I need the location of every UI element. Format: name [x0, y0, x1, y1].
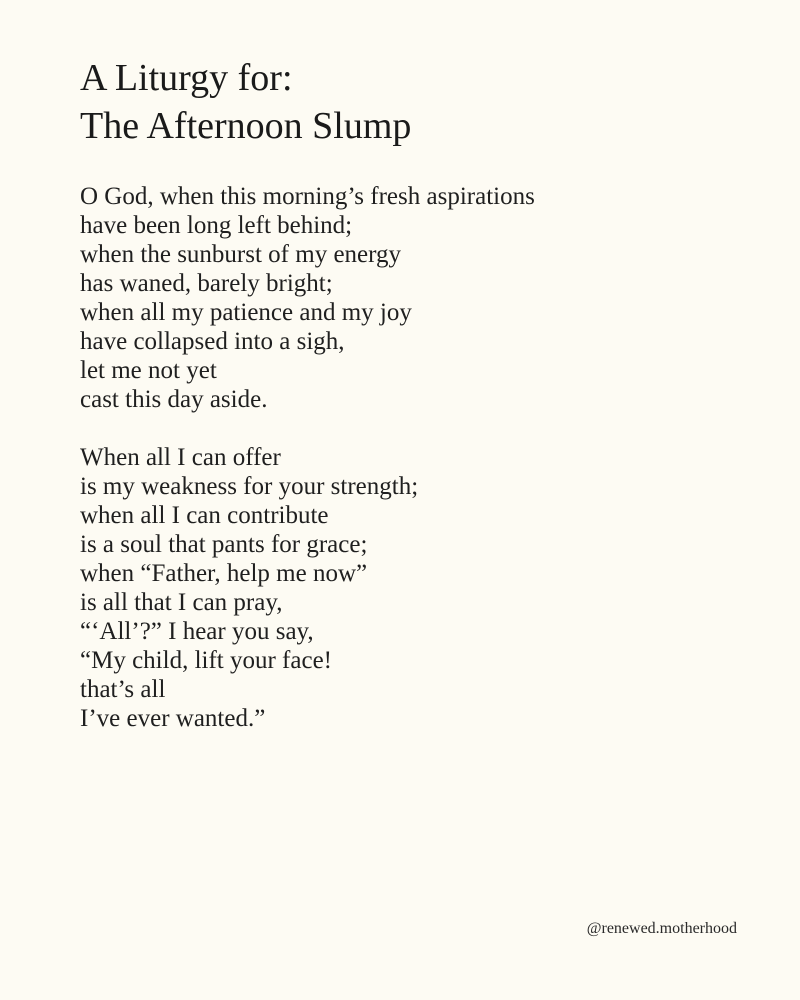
poem-line: have been long left behind;: [80, 212, 353, 239]
title-line-2: The Afternoon Slump: [80, 105, 412, 147]
stanza-1: [80, 182, 535, 414]
poem-line: is all that I can pray,: [80, 589, 283, 616]
poem-line: O God, when this morning’s fresh aspirations: [80, 183, 535, 210]
poem-line: when all my patience and my joy: [80, 299, 412, 326]
poem-line: when the sunburst of my energy: [80, 241, 402, 268]
poem-line: is a soul that pants for grace;: [80, 531, 368, 558]
poem-line: have collapsed into a sigh,: [80, 328, 345, 355]
poem-line: when all I can contribute: [80, 502, 329, 529]
poem-line: that’s all: [80, 676, 166, 703]
poem-line: let me not yet: [80, 357, 217, 384]
stanza-2: [80, 443, 535, 733]
poem-line: has waned, barely bright;: [80, 270, 333, 297]
poem-line: “‘All’?” I hear you say,: [80, 618, 314, 645]
poem-line: cast this day aside.: [80, 386, 268, 413]
poem-line: I’ve ever wanted.”: [80, 705, 266, 732]
poem-line: “My child, lift your face!: [80, 647, 332, 674]
title-line-1: A Liturgy for:: [80, 57, 293, 99]
poem-line: when “Father, help me now”: [80, 560, 368, 587]
page-title: [80, 54, 411, 150]
author-handle: @renewed.motherhood: [586, 920, 737, 937]
poem-line: When all I can offer: [80, 444, 281, 471]
poem-body: [80, 182, 535, 733]
poem-line: is my weakness for your strength;: [80, 473, 419, 500]
